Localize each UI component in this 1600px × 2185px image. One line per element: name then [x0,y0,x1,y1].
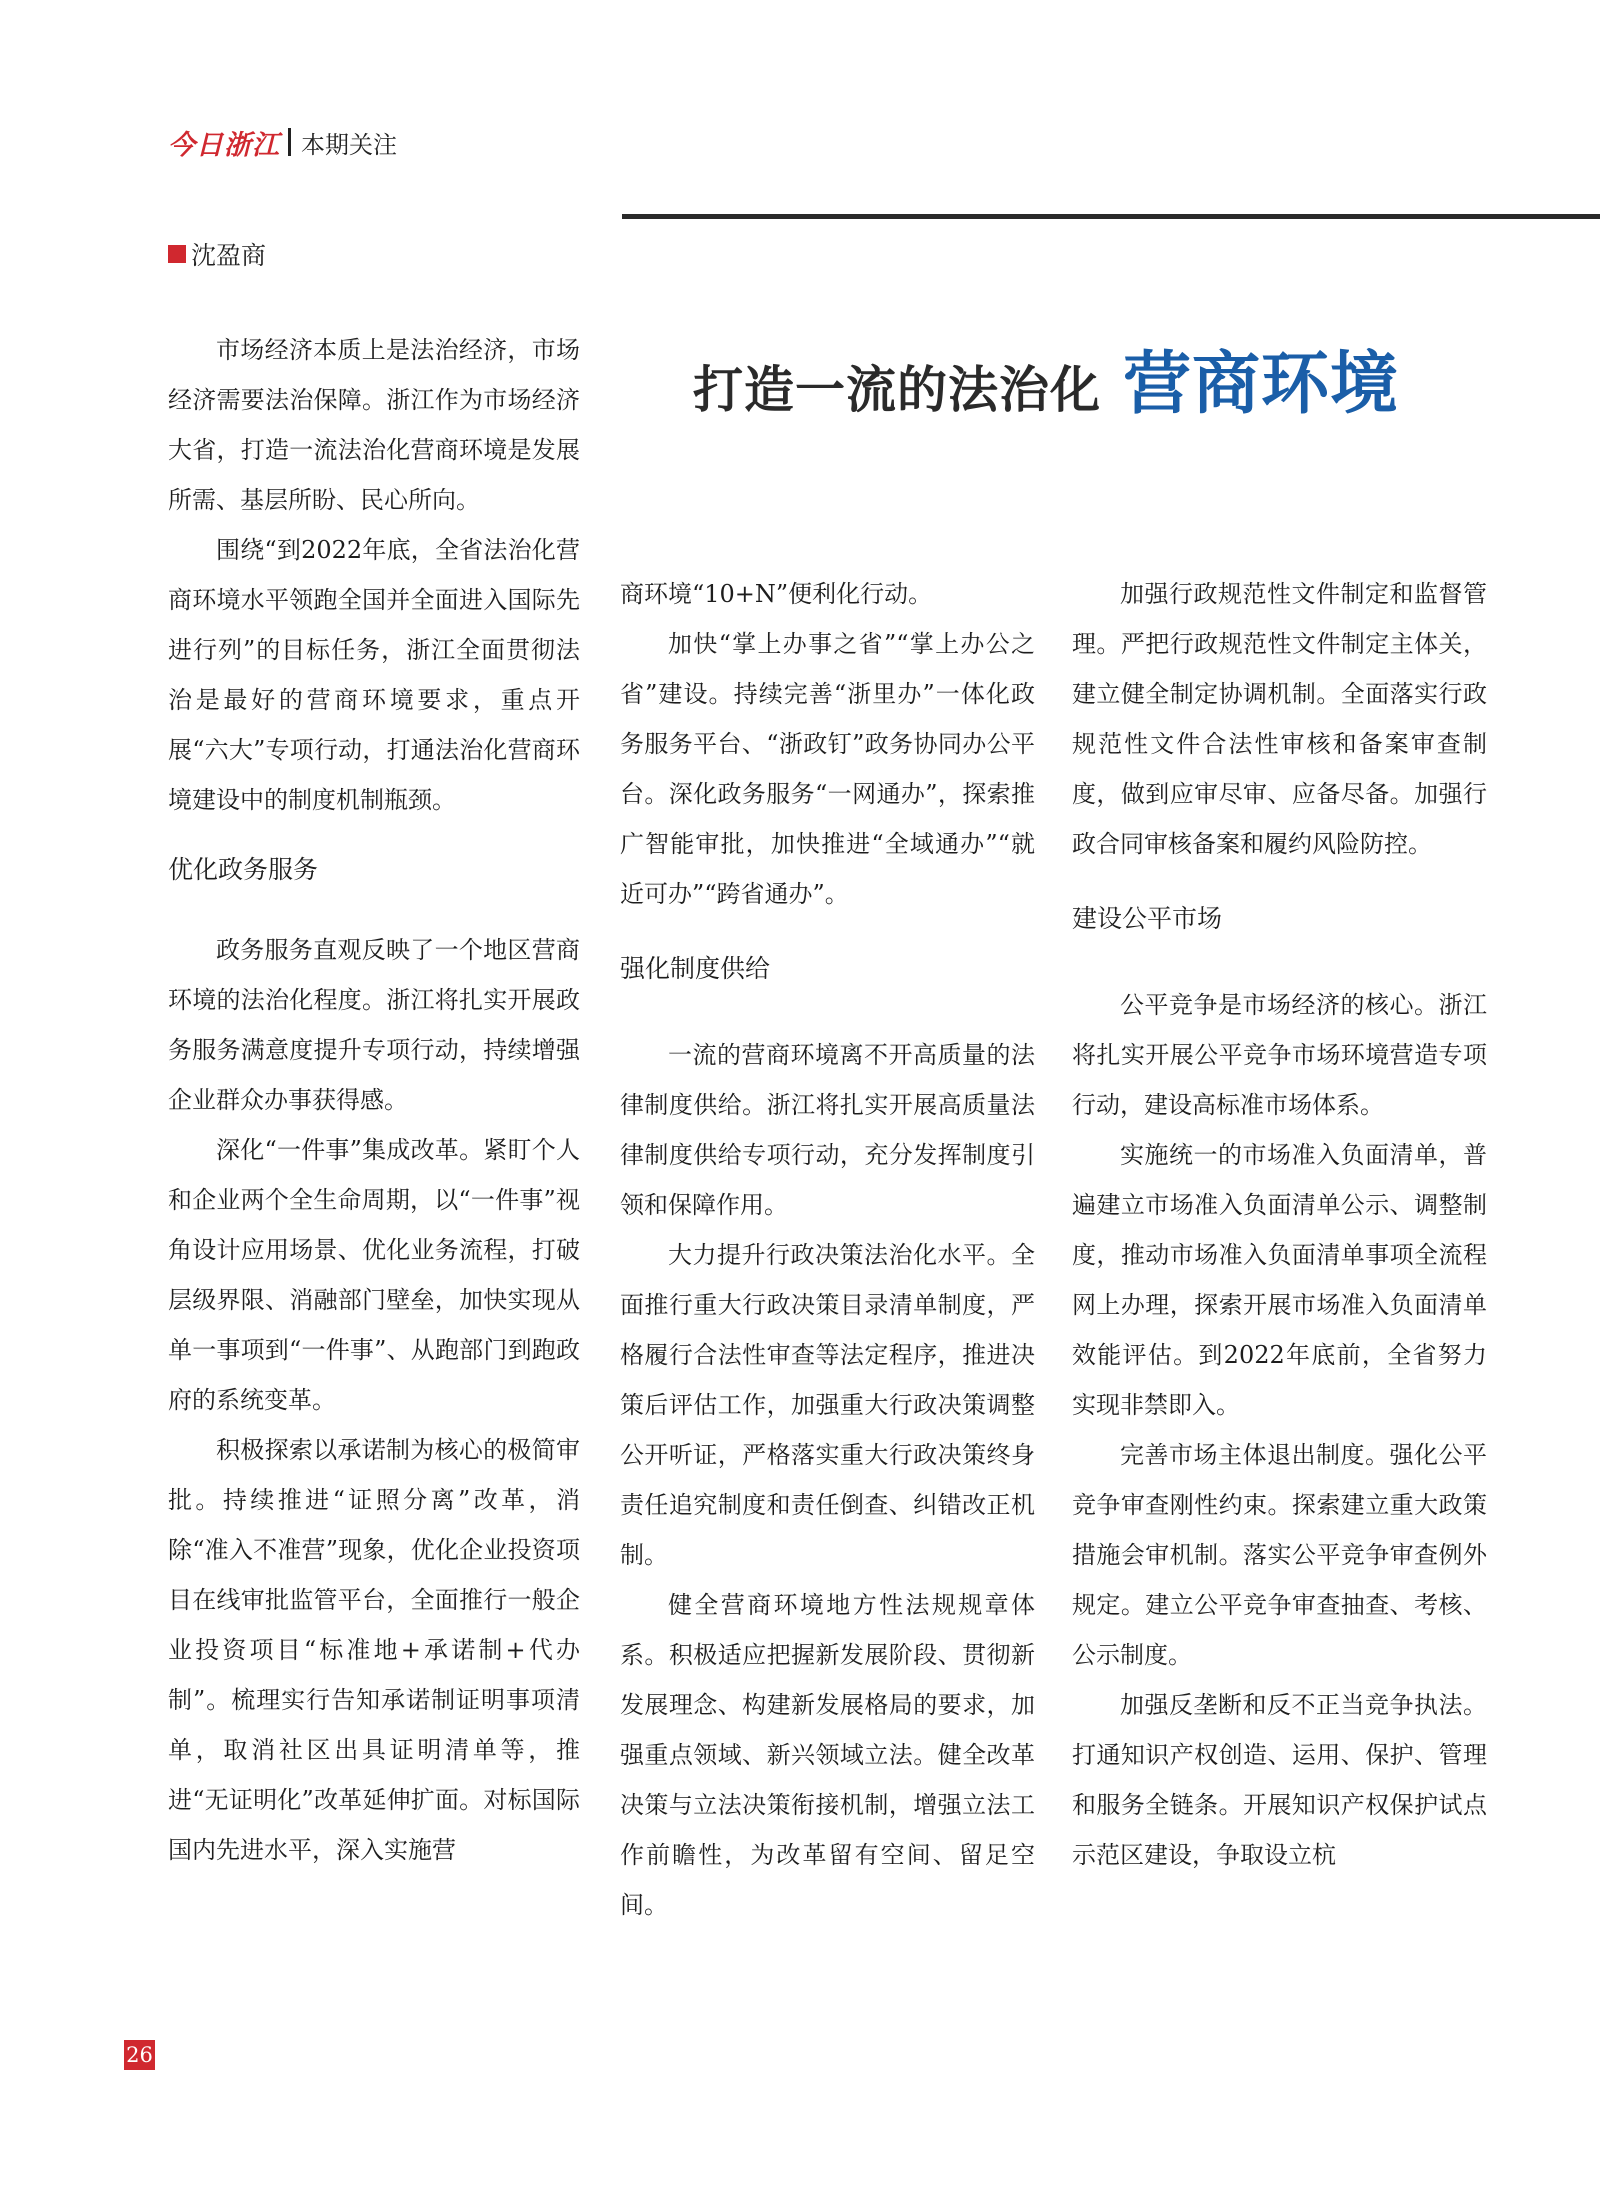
author-name: 沈盈商 [191,241,267,270]
section-label: 本期关注 [301,130,397,159]
paragraph: 围绕“到2022年底，全省法治化营商环境水平领跑全国并全面进入国际先进行列”的目标任务，浙江全面贯彻法治是最好的营商环境要求，重点开展“六大”专项行动，打通法治化营商环境建设中的制度机制瓶颈。 [168,536,580,814]
author-line [168,236,266,272]
column-1 [168,325,580,1875]
paragraph: 加快“掌上办事之省”“掌上办公之省”建设。持续完善“浙里办”一体化政务服务平台、“浙政钉”政务协同办公平台。深化政务服务“一网通办”，探索推广智能审批，加快推进“全域通办”“就近可办”“跨省通办”。 [620,630,1035,908]
paragraph: 健全营商环境地方性法规规章体系。积极适应把握新发展阶段、贯彻新发展理念、构建新发展格局的要求，加强重点领域、新兴领域立法。健全改革决策与立法决策衔接机制，增强立法工作前瞻性，为改革留有空间、留足空间。 [620,1591,1035,1919]
column-3 [1072,569,1487,1880]
page-number: 26 [124,2040,155,2070]
paragraph: 市场经济本质上是法治经济，市场经济需要法治保障。浙江作为市场经济大省，打造一流法治化营商环境是发展所需、基层所盼、民心所向。 [168,336,580,514]
paragraph: 加强反垄断和反不正当竞争执法。打通知识产权创造、运用、保护、管理和服务全链条。开展知识产权保护试点示范区建设，争取设立杭 [1072,1691,1487,1869]
article-title [693,330,1399,427]
magazine-logo: 今日浙江 [168,129,280,161]
title-part2: 营商环境 [1123,345,1400,424]
section-heading: 建设公平市场 [1072,904,1223,933]
paragraph: 完善市场主体退出制度。强化公平竞争审查刚性约束。探索建立重大政策措施会审机制。落实公平竞争审查例外规定。建立公平竞争审查抽查、考核、公示制度。 [1072,1441,1487,1669]
section-heading: 优化政务服务 [168,855,319,884]
paragraph: 积极探索以承诺制为核心的极简审批。持续推进“证照分离”改革，消除“准入不准营”现象，优化企业投资项目在线审批监管平台，全面推行一般企业投资项目“标准地+承诺制+代办制”。梳理实行告知承诺制证明事项清单，取消社区出具证明清单等，推进“无证明化”改革延伸扩面。对标国际国内先进水平，深入实施营 [168,1436,580,1864]
section-heading: 强化制度供给 [620,954,771,983]
author-square-icon [168,245,186,263]
paragraph: 大力提升行政决策法治化水平。全面推行重大行政决策目录清单制度，严格履行合法性审查等法定程序，推进决策后评估工作，加强重大行政决策调整公开听证，严格落实重大行政决策终身责任追究制度和责任倒查、纠错改正机制。 [620,1241,1035,1569]
header-divider [288,128,291,156]
paragraph: 实施统一的市场准入负面清单，普遍建立市场准入负面清单公示、调整制度，推动市场准入负面清单事项全流程网上办理，探索开展市场准入负面清单效能评估。到2022年底前，全省努力实现非禁即入。 [1072,1141,1487,1419]
paragraph: 政务服务直观反映了一个地区营商环境的法治化程度。浙江将扎实开展政务服务满意度提升专项行动，持续增强企业群众办事获得感。 [168,936,580,1114]
paragraph: 加强行政规范性文件制定和监督管理。严把行政规范性文件制定主体关，建立健全制定协调机制。全面落实行政规范性文件合法性审核和备案审查制度，做到应审尽审、应备尽备。加强行政合同审核备案和履约风险防控。 [1072,580,1487,858]
page-header [168,124,397,160]
paragraph: 一流的营商环境离不开高质量的法律制度供给。浙江将扎实开展高质量法律制度供给专项行动，充分发挥制度引领和保障作用。 [620,1041,1035,1219]
column-2 [620,569,1035,1930]
paragraph: 深化“一件事”集成改革。紧盯个人和企业两个全生命周期，以“一件事”视角设计应用场景、优化业务流程，打破层级界限、消融部门壁垒，加快实现从单一事项到“一件事”、从跑部门到跑政府的系统变革。 [168,1136,580,1414]
paragraph-continued: 商环境“10+N”便利化行动。 [620,580,933,608]
paragraph: 公平竞争是市场经济的核心。浙江将扎实开展公平竞争市场环境营造专项行动，建设高标准市场体系。 [1072,991,1487,1119]
title-part1: 打造一流的法治化 [693,360,1101,419]
title-rule [622,214,1600,219]
